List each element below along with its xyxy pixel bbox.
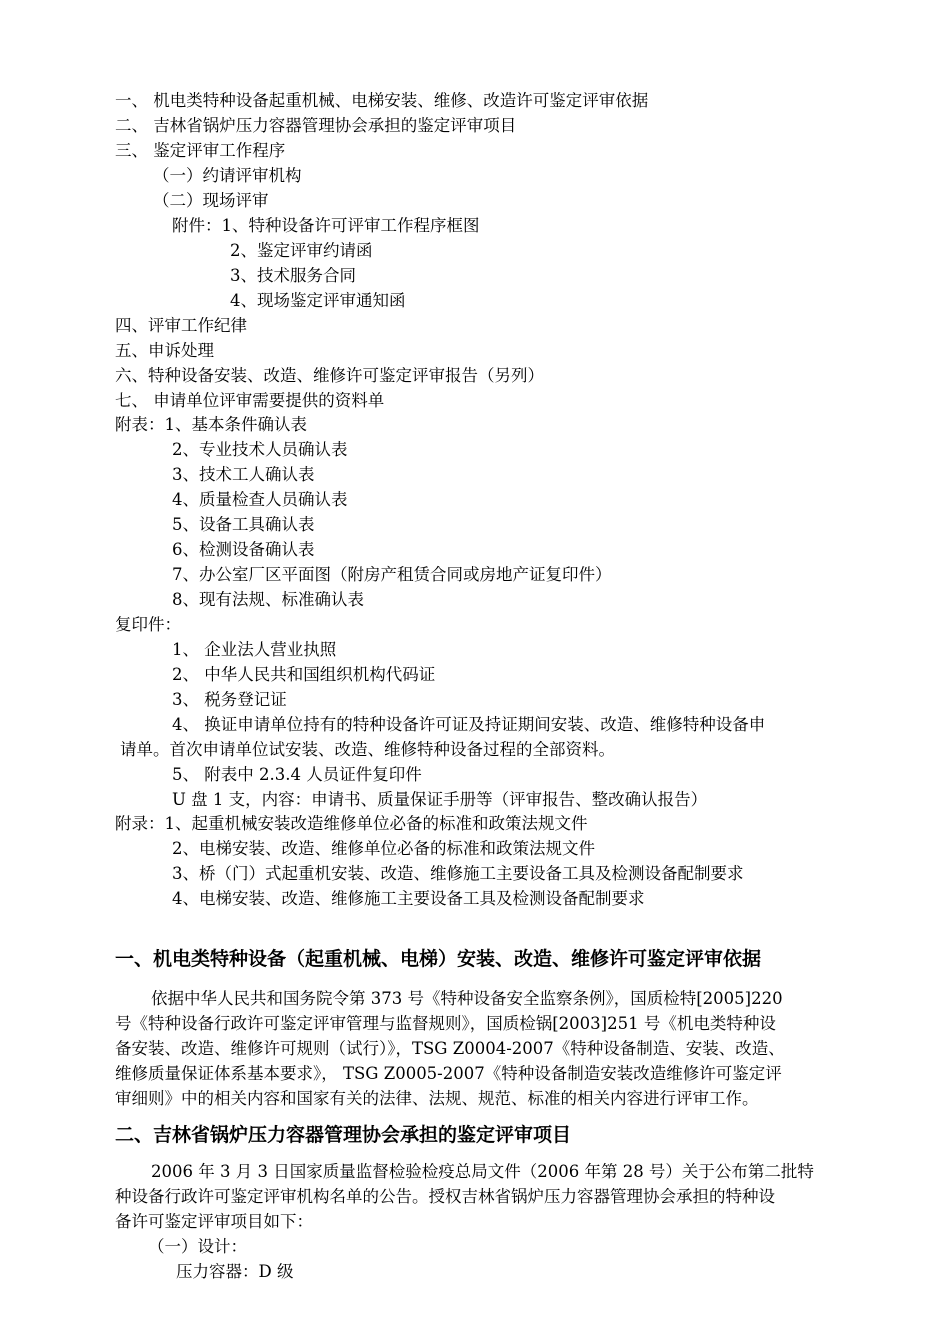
toc-line: 4、 换证申请单位持有的特种设备许可证及持证期间安装、改造、维修特种设备申 [172, 715, 766, 734]
toc-line: U 盘 1 支，内容：申请书、质量保证手册等（评审报告、整改确认报告） [172, 790, 708, 809]
toc-line: 复印件： [115, 615, 181, 634]
toc-line: 七、 申请单位评审需要提供的资料单 [115, 391, 385, 410]
section-1-heading: 一、机电类特种设备（起重机械、电梯）安装、改造、维修许可鉴定评审依据 [115, 948, 762, 970]
toc-line: 五、申诉处理 [115, 341, 214, 360]
toc-line: 六、特种设备安装、改造、维修许可鉴定评审报告（另列） [115, 366, 544, 385]
toc-line: 4、现场鉴定评审通知函 [230, 291, 406, 310]
toc-line: 请单。首次申请单位试安装、改造、维修特种设备过程的全部资料。 [120, 740, 615, 759]
toc-line: 1、 企业法人营业执照 [172, 640, 337, 659]
toc-line: 附表：1、基本条件确认表 [115, 415, 307, 434]
toc-line: （二）现场评审 [153, 191, 269, 210]
paragraph-line: 备安装、改造、维修许可规则（试行）》，TSG Z0004-2007《特种设备制造、安装、改造、 [115, 1039, 785, 1058]
paragraph-line: 备许可鉴定评审项目如下： [115, 1212, 313, 1231]
paragraph-line: 维修质量保证体系基本要求》， TSG Z0005-2007《特种设备制造安装改造维修许可鉴定评 [115, 1064, 782, 1083]
section-2-heading: 二、吉林省锅炉压力容器管理协会承担的鉴定评审项目 [115, 1124, 572, 1146]
section-2-body [115, 1159, 885, 1234]
toc-line: 6、检测设备确认表 [172, 540, 315, 559]
toc-line: 3、技术服务合同 [230, 266, 356, 285]
toc-line: 附录：1、起重机械安装改造维修单位必备的标准和政策法规文件 [115, 814, 588, 833]
paragraph-line: 依据中华人民共和国务院令第 373 号《特种设备安全监察条例》，国质检特[2005]220 [151, 989, 783, 1008]
toc-line: 3、技术工人确认表 [172, 465, 315, 484]
toc-line: 3、桥（门）式起重机安装、改造、维修施工主要设备工具及检测设备配制要求 [172, 864, 744, 883]
paragraph-line: 种设备行政许可鉴定评审机构名单的公告。授权吉林省锅炉压力容器管理协会承担的特种设 [115, 1187, 775, 1206]
section-1-body [115, 986, 885, 1111]
toc-line: 5、设备工具确认表 [172, 515, 315, 534]
toc-line: （一）约请评审机构 [153, 166, 302, 185]
toc-line: 4、质量检查人员确认表 [172, 490, 348, 509]
toc-line: 四、评审工作纪律 [115, 316, 247, 335]
toc-line: 二、 吉林省锅炉压力容器管理协会承担的鉴定评审项目 [115, 116, 517, 135]
toc-line: 2、 中华人民共和国组织机构代码证 [172, 665, 436, 684]
toc-line: 4、电梯安装、改造、维修施工主要设备工具及检测设备配制要求 [172, 889, 645, 908]
toc-line: 2、电梯安装、改造、维修单位必备的标准和政策法规文件 [172, 839, 595, 858]
toc-line: 7、办公室厂区平面图（附房产租赁合同或房地产证复印件） [172, 565, 612, 584]
toc-line: 8、现有法规、标准确认表 [172, 590, 364, 609]
paragraph-line: 号《特种设备行政许可鉴定评审管理与监督规则》，国质检锅[2003]251 号《机电类特种设 [115, 1014, 776, 1033]
toc-line: 2、鉴定评审约请函 [230, 241, 373, 260]
item-pressure-vessel: 压力容器：D 级 [176, 1262, 294, 1281]
toc-line: 5、 附表中 2.3.4 人员证件复印件 [172, 765, 422, 784]
toc-line: 3、 税务登记证 [172, 690, 287, 709]
toc-line: 附件：1、特种设备许可评审工作程序框图 [172, 216, 480, 235]
toc-line: 2、专业技术人员确认表 [172, 440, 348, 459]
subsection-design: （一）设计： [148, 1237, 247, 1256]
paragraph-line: 2006 年 3 月 3 日国家质量监督检验检疫总局文件（2006 年第 28 号）关于公布第二批特 [151, 1162, 814, 1181]
paragraph-line: 审细则》中的相关内容和国家有关的法律、法规、规范、标准的相关内容进行评审工作。 [115, 1089, 759, 1108]
toc-line: 三、 鉴定评审工作程序 [115, 141, 286, 160]
toc-line: 一、 机电类特种设备起重机械、电梯安装、维修、改造许可鉴定评审依据 [115, 91, 649, 110]
